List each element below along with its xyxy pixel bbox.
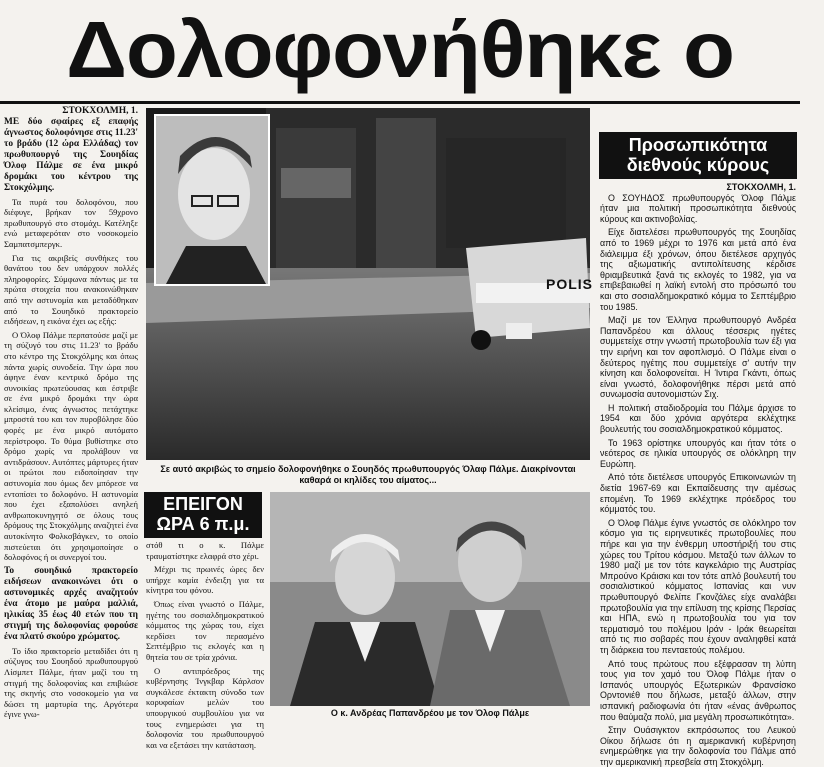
palme-portrait [154, 114, 270, 286]
urgent-box-header [144, 492, 262, 538]
urgent-paragraph: Μέχρι τις πρωινές ώρες δεν υπήρχε καμία ένδειξη για τα κίνητρα του φόνου. [146, 564, 264, 596]
urgent-paragraph: Όπως είναι γνωστό ο Πάλμε, ηγέτης του σοσιαλδημοκρατικού κόμματος της χώρας του, είχει κερδίσει τον περασμένο Σεπτέμβριο τις εκλογές και η θητεία του σε τρία χρόνια. [146, 598, 264, 662]
police-car-text: POLIS [546, 276, 594, 292]
profile-title-line2: διεθνούς κύρους [626, 155, 770, 175]
right-paragraph: Μαζί με τον Έλληνα πρωθυπουργό Ανδρέα Παπανδρέου και άλλους τέσσερις ηγέτες συμμετείχε στην γνωστή πρωτοβουλία των έξι για την ειρήνη και τον αφοπλισμό. Ο Πάλμε είναι ο δεύτερος ηγέτης που συμμετείχε σ' αυτήν την κίνηση και δολοφονείται. Η Ίντιρα Γκάντι, όπως είναι γνωστό, δολοφονήθηκε πέρσι μετά από συνωμοσία αυτονομιστών Σιχ. [600, 315, 796, 400]
right-paragraph: Είχε διατελέσει πρωθυπουργός της Σουηδίας από το 1969 μέχρι το 1976 και μετά από ένα διάλειμμα έξι χρόνων, όπου διετέλεσε αρχηγός της αξιωματικής αντιπολίτευσης κέρδισε θριαμβευτικά ξανά τις εκλογές το 1982, για να επιβεβαιωθεί η λαϊκή εντολή στο πρόσωπό του και στο σοσιαλδημοκρατικό κόμμα το Σεπτέμβριο του 1985. [600, 227, 796, 312]
portrait-image [156, 116, 268, 284]
papandreou-palme-image [270, 492, 590, 706]
urgent-time: ΩΡΑ 6 π.μ. [156, 514, 250, 534]
right-paragraph: Από τότε διετέλεσε υπουργός Επικοινωνιών τη διετία 1967-69 και Εκπαίδευσης την αμέσως επομένη. Το 1969 εκλέχτηκε πρόεδρος του κόμματός του. [600, 472, 796, 515]
papandreou-palme-photo [270, 492, 590, 706]
left-paragraph: Τα πυρά του δολοφόνου, που διέφυγε, βρήκαν τον 59χρονο πρωθυπουργό στο στομάχι. Κατέληξε ενώ μεταφερόταν στο νοσοκομείο Σαμπατσμπεργκ. [4, 196, 138, 249]
urgent-column [146, 540, 264, 750]
left-column [4, 106, 138, 726]
right-paragraph: Η πολιτική σταδιοδρομία του Πάλμε άρχισε το 1954 και δύο χρόνια αργότερα εκλέχτηκε βουλευτής του σοσιαλδημοκρατικού κόμματος. [600, 402, 796, 435]
headline: Δολοφονήθηκε ο [66, 5, 734, 94]
left-paragraph: Για τις ακριβείς συνθήκες του θανάτου του δεν υπάρχουν πολλές πληροφορίες. Σύμφωνα πάντως με τα πρώτα στοιχεία που ανακοινώθηκαν από την αστυνομία και μεταδόθηκαν από το Σουηδικό πρακτορείο ειδήσεων, η εικόνα έχει ως εξής: [4, 252, 138, 327]
urgent-label: ΕΠΕΙΓΟΝ [163, 494, 243, 514]
left-lead: ΜΕ δύο σφαίρες εξ επαφής άγνωστος δολοφόνησε στις 11.23' το βράδυ (12 ώρα Ελλάδας) τον πρωθυπουργό της Σουηδίας Όλοφ Πάλμε σε ένα μικρό δρομάκι του κέντρου της Στοκχόλμης. [4, 116, 138, 193]
urgent-paragraph: Ο αντιπρόεδρος της κυβέρνησης Ίνγκβαρ Κάρλσον συγκάλεσε έκτακτη σύνοδο των κορυφαίων μελών του υπουργικού συμβουλίου για να τους ενημερώσει για τη δολοφονία του πρωθυπουργού και να εξετάσει την κατάσταση. [146, 665, 264, 750]
crime-scene-photo [146, 108, 594, 460]
profile-title-box [599, 132, 797, 179]
left-dateline: ΣΤΟΚΧΟΛΜΗ, 1. [62, 106, 138, 116]
right-paragraph: Ο ΣΟΥΗΔΟΣ πρωθυπουργός Όλοφ Πάλμε ήταν μια πολιτική προσωπικότητα διεθνούς κύρους και ακτινοβολίας. [600, 192, 796, 224]
right-paragraph: Ο Όλοφ Πάλμε έγινε γνωστός σε ολόκληρο τον κόσμο για τις ειρηνευτικές πρωτοβουλίες που πήρε και για την ένθερμη υποστήριξή του στις χώρες του Τρίτου κόσμου. Μεταξύ των άλλων το 1980 μαζί με τον τότε καγκελάριο της Αυστρίας Μπρούνο Κράισκι και τον τότε απλό βουλευτή του σοσιαλιστικού κόμματος Ισπανίας και νυν πρωθυπουργό Φελίπε Γκονζάλες είχε αναλάβει πρωτοβουλία για την επίλυση της κρίσης Περσίας και ΗΠΑ, ενώ η πρωτοβουλία του για τον τερματισμό του πολέμου Ιράν - Ιράκ θεωρείται από τις πιο σοβαρές που έχουν αναληφθεί κατά τη διάρκεια του πενταετούς πολέμου. [600, 517, 796, 655]
headline-rule [0, 101, 800, 104]
urgent-paragraph: στόθ τι ο κ. Πάλμε τραυματίστηκε ελαφρά στο χέρι. [146, 540, 264, 561]
right-paragraph: Στην Ουάσιγκτον εκπρόσωπος του Λευκού Οίκου δήλωσε ότι η αμερικανική κυβέρνηση ενημερώθηκε για την δολοφονία του Πάλμε από την αμερικανική πρεσβεία στη Στοκχόλμη. [600, 725, 796, 767]
right-dateline: ΣΤΟΚΧΟΛΜΗ, 1. [726, 182, 796, 192]
right-paragraph: Από τους πρώτους που εξέφρασαν τη λύπη τους για τον χαμό του Όλοφ Πάλμε ήταν ο Ισπανός υπουργός Εξωτερικών Φρανσίσκο Ορντονιέθ που δήλωσε, μεταξύ άλλων, στην ισπανική ραδιοφωνία ότι ήταν «ένας άνθρωπος που θαύμαζα πολύ, μια μεγάλη προσωπικότητα». [600, 658, 796, 722]
second-photo-caption: Ο κ. Ανδρέας Παπανδρέου με τον Όλοφ Πάλμε [330, 708, 530, 718]
right-paragraph: Το 1963 ορίστηκε υπουργός και ήταν τότε ο νεότερος σε ηλικία υπουργός σε ολόκληρη την Ευρώπη. [600, 437, 796, 469]
right-column [600, 182, 796, 767]
main-photo-caption: Σε αυτό ακριβώς το σημείο δολοφονήθηκε ο Σουηδός πρωθυπουργός Όλαφ Πάλμε. Διακρίνονται καθαρά οι κηλίδες του αίματος... [160, 464, 576, 485]
left-bold-paragraph: Το σουηδικό πρακτορείο ειδήσεων ανακοινώνει ότι ο αστυνομικές αρχές αναζητούν ένα άτομο με μαύρα μαλλιά, ηλικίας 35 έως 40 ετών που τη στιγμή της δολοφονίας φορούσε ένα πλατύ σκούρο χρώματος. [4, 565, 138, 642]
left-paragraph: Το ίδιο πρακτορείο μεταδίδει ότι η σύζυγος του Σουηδού πρωθυπουργού Λίσμπετ Πάλμε, ήταν μαζί του τη στιγμή της δολοφονίας και επιβιώσε της σκηνής στο νοσοκομείο για να δώσει τη μαρτυρία της. Αργότερα έγινε γνω- [4, 645, 138, 720]
profile-title-line1: Προσωπικότητα [628, 135, 768, 155]
left-paragraph: Ο Όλοφ Πάλμε περπατούσε μαζί με τη σύζυγό του στις 11.23' το βράδυ στο κέντρο της Στοκχόλμης και όπως πάντα χωρίς συνοδεία. Την ώρα που άφηνε έναν κεντρικό δρόμο της συνοικίας πρωτεύουσας και έστριβε σε ένα μικρό δρομάκι την ώρα κλείσιμο, ένας άγνωστος πετάχτηκε μπροστά του και τον πυροβόλησε δύο φορές με ένα μικρό αυτόματο περίστροφο. Το θύμα βυθίστηκε στο δρόμο χωρίς να προλάβουν να αντιδράσουν. Αυτόπτες μάρτυρες ήταν οι πρώτοι που ειδοποίησαν την αστυνομία που όμως δεν μπόρεσε να εντοπίσει το δολοφόνο. Η αστυνομία που έχει εξαπολύσει ανηλεή ανθρωποκυνηγητό σε όλους τους δρόμους της Στοκχόλμης αναζητεί ένα αυτοκίνητο Φολκσβάγκεν, το οποίο πιστεύεται ότι χρησιμοποίησε ο δολοφόνος ή οι συνεργοί του. [4, 329, 138, 563]
